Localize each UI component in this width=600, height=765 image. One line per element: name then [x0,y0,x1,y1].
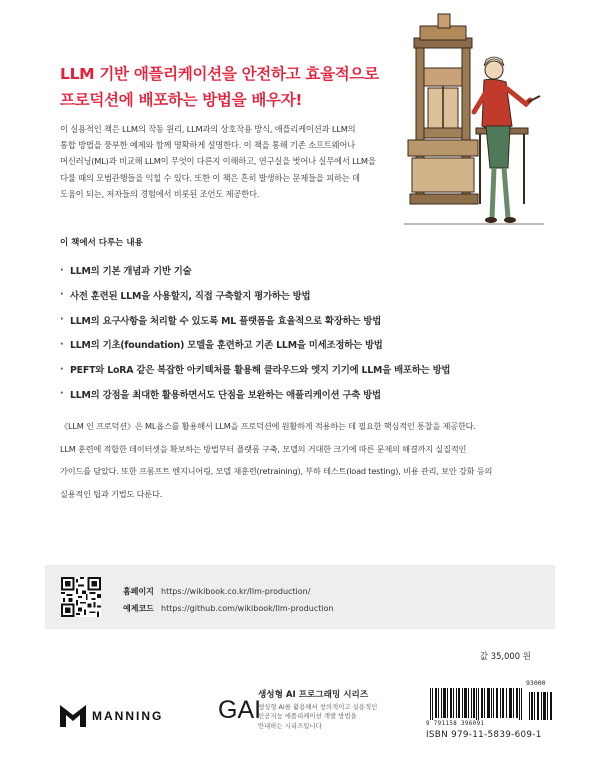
barcode [426,672,554,752]
series-logo-text: GAI [218,696,262,724]
bullet: · [60,264,64,276]
intro-line: 이 실용적인 책은 LLM의 작동 원리, LLM과의 상호작용 방식, 애플리케이션과 LLM의 [60,124,356,134]
feature-text: LLM의 강점을 최대한 활용하면서도 단점을 보완하는 애플리케이션 구축 방법 [70,389,381,401]
intro-line: 통합 방법을 풍부한 예제와 함께 명확하게 설명한다. 이 책을 통해 기존 소프트웨어나 [60,140,355,151]
intro-line: 도움이 되는, 저자들의 경험에서 비롯된 조언도 제공한다. [60,188,260,199]
features-title: 이 책에서 다루는 내용 [60,238,143,248]
feature-text: LLM의 요구사항을 처리할 수 있도록 ML 플랫폼을 효율적으로 확장하는 방법 [70,315,382,327]
feature-item [60,332,450,356]
summary-line: LLM 훈련에 적합한 데이터셋을 확보하는 방법부터 플랫폼 구축, 모델의 거대한 크기에 따른 문제의 해결까지 실질적인 [60,443,467,454]
isbn: ISBN 979-11-5839-609-1 [426,730,542,740]
printing-press-illustration [398,8,548,230]
series-line: 생성형 AI를 활용해서 창의적이고 실용적인 [258,703,378,711]
headline-line: 프로덕션에 배포하는 방법을 배우자! [60,91,303,109]
manning-mark-icon [60,705,86,727]
series-line: 안내하는 시리즈입니다 [258,721,322,730]
feature-item [60,308,450,332]
code-link[interactable]: https://github.com/wikibook/llm-production [161,604,334,613]
headline [60,61,390,113]
barcode-icon [426,688,554,720]
homepage-link[interactable]: https://wikibook.co.kr/llm-production/ [161,587,311,596]
barcode-digits: 9 791158 396091 [426,721,485,727]
publisher-logo [60,705,163,727]
barcode-addon: 93000 [526,679,546,687]
feature-text: LLM의 기본 개념과 기반 기술 [70,266,192,277]
code-label: 예제코드 [123,604,154,613]
headline-line: LLM 기반 애플리케이션을 안전하고 효율적으로 [60,65,379,83]
homepage-row [123,586,310,597]
series-logo [218,695,261,725]
feature-item [60,382,450,406]
bullet: · [60,363,64,375]
code-row [123,603,334,614]
feature-item [60,258,450,282]
feature-text: PEFT와 LoRA 같은 복잡한 아키텍처를 활용해 클라우드와 엣지 기기에 LLM을 배포하는 방법 [70,365,451,377]
summary-line: 실용적인 팁과 기법도 다룬다. [60,488,163,499]
summary-paragraph [60,415,550,505]
links-box [45,565,555,629]
feature-item [60,283,450,307]
price: 값 35,000 원 [480,651,531,661]
feature-item [60,357,450,381]
summary-line: 《LLM 인 프로덕션》은 ML옵스를 활용해서 LLM을 프로덕션에 원활하게 적용하는 데 필요한 핵심적인 통찰을 제공한다. [60,421,476,431]
homepage-label: 홈페이지 [123,587,154,596]
series-line: 인공지능 애플리케이션 개발 방법을 [258,712,357,721]
bullet: · [60,289,64,301]
feature-text: 사전 훈련된 LLM을 사용할지, 직접 구축할지 평가하는 방법 [70,290,311,302]
publisher-name: MANNING [92,709,164,723]
features-list [60,258,450,407]
series-title: 생성형 AI 프로그래밍 시리즈 [258,690,369,700]
bullet: · [60,338,64,350]
intro-line: 다룰 때의 모범관행들을 익힐 수 있다. 또한 이 책은 흔히 발생하는 문제들을 피하는 데 [60,172,360,183]
bullet: · [60,388,64,400]
feature-text: LLM의 기초(foundation) 모델을 훈련하고 기존 LLM을 미세조정하는 방법 [70,340,383,352]
summary-line: 가이드를 담았다. 또한 프롬프트 엔지니어링, 모델 재훈련(retraining), 부하 테스트(load testing), 비용 관리, 보안 강화 등의 [60,466,493,477]
intro-line: 머신러닝(ML)과 비교해 LLM이 무엇이 다른지 이해하고, 연구실을 벗어나 실무에서 LLM을 [60,156,376,167]
intro-paragraph [60,121,405,202]
qr-code-icon[interactable] [61,577,101,617]
series-info [258,688,428,731]
bullet: · [60,314,64,326]
